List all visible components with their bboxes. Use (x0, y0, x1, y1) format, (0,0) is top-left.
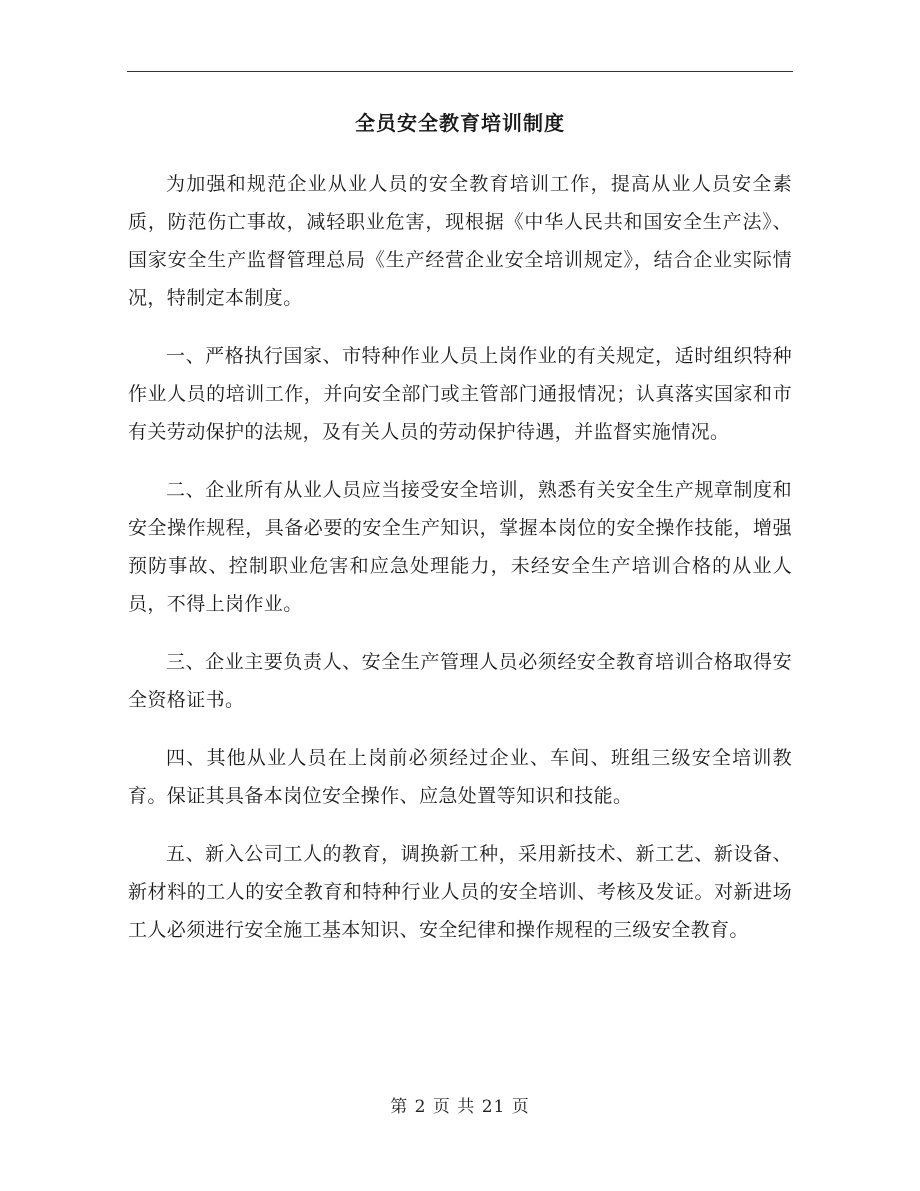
clause-1-paragraph: 一、严格执行国家、市特种作业人员上岗作业的有关规定，适时组织特种作业人员的培训工作，并向安全部门或主管部门通报情况；认真落实国家和市有关劳动保护的法规，及有关人员的劳动保护待遇，并监督实施情况。 (128, 345, 792, 443)
header-rule (127, 71, 793, 72)
clause-4-paragraph: 四、其他从业人员在上岗前必须经过企业、车间、班组三级安全培训教育。保证其具备本岗位安全操作、应急处置等知识和技能。 (128, 747, 792, 807)
clause-2-paragraph: 二、企业所有从业人员应当接受安全培训，熟悉有关安全生产规章制度和安全操作规程，具备必要的安全生产知识，掌握本岗位的安全操作技能，增强预防事故、控制职业危害和应急处理能力，未经安全生产培训合格的从业人员，不得上岗作业。 (128, 479, 792, 615)
document-body (128, 165, 792, 969)
clause-5-paragraph: 五、新入公司工人的教育，调换新工种，采用新技术、新工艺、新设备、新材料的工人的安全教育和特种行业人员的安全培训、考核及发证。对新进场工人必须进行安全施工基本知识、安全纪律和操作规程的三级安全教育。 (128, 843, 792, 941)
intro-paragraph: 为加强和规范企业从业人员的安全教育培训工作，提高从业人员安全素质，防范伤亡事故，减轻职业危害，现根据《中华人民共和国安全生产法》、国家安全生产监督管理总局《生产经营企业安全培训规定》，结合企业实际情况，特制定本制度。 (128, 173, 792, 309)
document-title: 全员安全教育培训制度 (355, 111, 565, 135)
page-number-footer: 第 2 页 共 21 页 (390, 1097, 530, 1117)
clause-3-paragraph: 三、企业主要负责人、安全生产管理人员必须经安全教育培训合格取得安全资格证书。 (128, 651, 792, 711)
